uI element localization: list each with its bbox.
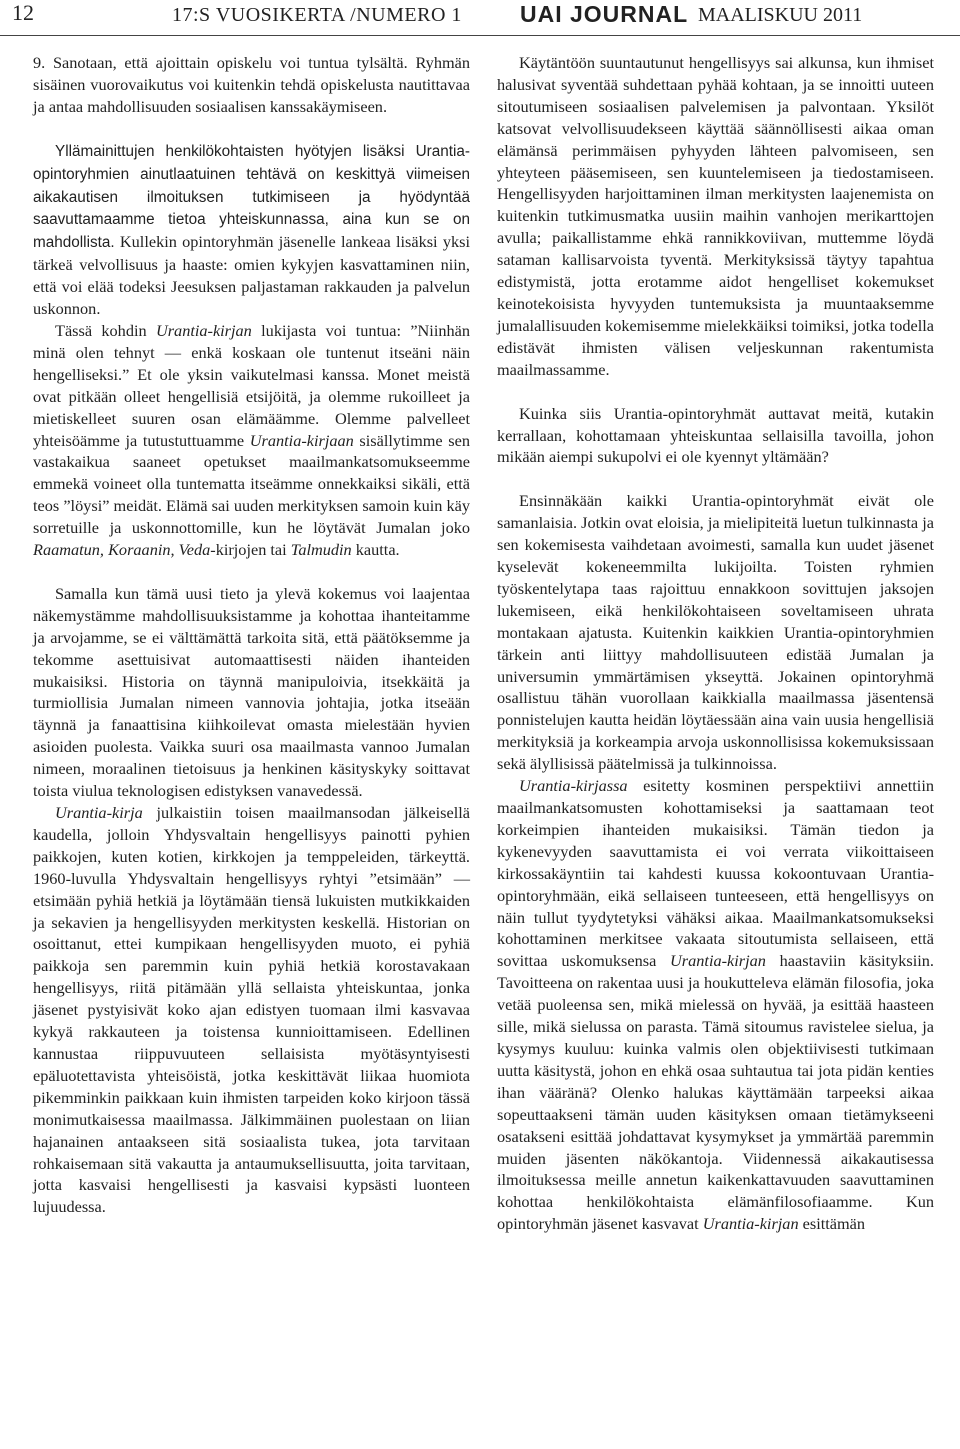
paragraph: Tässä kohdin Urantia-kirjan lukijasta voi tuntua: ”Niinhän minä olen tehnyt — enkä koskaan ole tuntenut itseäni näin hengelliseksi.” Et ole yksin vaikutelmasi kanssa. Monet meistä ovat pitkään olleet hengellisiä etsijöitä, ja olemme rukoilleet ja mietiskelleet suuren osan elämäämme. Olemme palvelleet yhteisöämme ja tutustuttuamme Urantia-kirjaan sisällytimme sen vastakaikua saaneet opetukset maailmankatsomukseemme emmekä voineet olla tuntematta itseämme onnekkaiksi sikäli, että teos ”löysi” meidät. Elämä sai uuden merkityksen samoin kuin käy sorretuille ja uskonnottomille, kun he löytävät Jumalan joko Raamatun, Koraanin, Veda-kirjojen tai Talmudin kautta.: [33, 320, 470, 560]
page-header: [0, 0, 960, 34]
paragraph: Kuinka siis Urantia-opintoryhmät auttavat meitä, kutakin kerrallaan, kohottamaan yhteiskuntaa sellaisilla tavoilla, johon mikään aiempi sukupolvi ei ole kyennyt yltämään?: [497, 403, 934, 467]
header-divider: [0, 35, 960, 36]
journal-title: UAI JOURNAL: [520, 1, 689, 27]
paragraph: Käytäntöön suuntautunut hengellisyys sai alkunsa, kun ihmiset halusivat syventää suhdettaan pyhää kohtaan, ja se innoitti uuteen sitoutumiseen sosiaalisen palvelemisen ja palvontaan. Yksilöt katsovat velvollisuudekseen käyttää säännöllisesti aikaa oman elämänsä perimmäisen pyhyyden lähteen palvomiseen, sen yhteyteen pääsemiseen, sen kuuntelemiseen ja tiedostamiseen. Hengellisyyden harjoittaminen ilman merkitysten laajenemista on kuitenkin tutkimusmatka uusiin maihin vanhojen merikarttojen avulla; paikallistamme ehkä rannikkoviivan, muttemme löydä sataman kallisarvoista tyventä. Merkityksissä täytyy tapahtua edistymistä, jotta erotamme aidot hengelliset kokemukset keinotekoisista hyvyyden tuntemuksista ja muuntaaksemme jumalallisuuden kokemisemme mielekkäiksi toimiksi, jotka todella edistävät ihmisten välisen veljeskunnan rakentumista maailmassamme.: [497, 53, 934, 379]
paragraph: Yllämainittujen henkilökohtaisten hyötyjen lisäksi Urantia-opintoryhmien ainutlaatuinen tehtävä on keskittyä viimeisen aikakautisen ilmoituksen tutkimiseen ja hyödyntää saavuttamaamme tietoa yhteiskunnassa, aina kun se on mahdollista. Kullekin opintoryhmän jäsenelle lankeaa lisäksi yksi tärkeä velvollisuus ja haaste: omien kykyjen kasvattaminen niin, että voi elää todeksi Jeesuksen paljastaman rakkauden ja palvelun uskonnon.: [33, 142, 470, 319]
right-column: [497, 52, 934, 1235]
paragraph: Urantia-kirjassa esitetty kosminen perspektiivi annettiin maailmankatsomusten kohottamiseksi ja saattamaan teot korkeimpien ihanteiden mukaisiksi. Tämän tiedon ja kykenevyyden saavuttamista ei voi verrata viikoittaiseen kirkossakäyntiin tai kahdesti kuussa kokoontuvaan Urantia-opintoryhmään, eikä sellaiseen tunteeseen, että hengellisyys on näin tullut tyydytetyksi vähäksi aikaa. Maailmankatsomukseksi kohottaminen merkitsee vakaata sitoutumista sellaiseen, että sovittaa uskomuksensa Urantia-kirjan haastaviin käsityksiin. Tavoitteena on rakentaa uusi ja houkutteleva elämän filosofia, joka vetää puoleensa sen, mikä mielessä on hyvää, ja esittää haasteen sille, mikä sielussa on parasta. Tämä sitoumus ravistelee sielua, ja kysymys kuuluu: kuinka valmis olen objektiivisesti tutkimaan uutta käsitystä, johon en ehkä osaa suhtautua tai jota pidän kenties ihan vääränä? Olenko halukas käyttämään tarpeeksi aikaa sopeuttaakseni tämän uuden käsityksen omaan tietämykseeni osatakseni esittää johdattavat kysymykset ja ymmärtää paremmin muiden jäsenten näkökantoja. Viidennessä aikakautisessa ilmoituksessa meille annetun kaikenkattavuuden saavuttaminen kohottaa henkilökohtaista elämänfilosofiaamme. Kun opintoryhmän jäsenet kasvavat Urantia-kirjan esittämän: [497, 776, 934, 1234]
paragraph: Urantia-kirja julkaistiin toisen maailmansodan jälkeisellä kaudella, jolloin Yhdysvaltain hengellisyys painotti pyhien paikkojen, kuten kotien, kirkkojen ja temppeleiden, tärkeyttä. 1960-luvulla Yhdysvaltain hengellisyys ryhtyi ”etsimään” — etsimään pyhiä hetkiä ja löytämään tiensä lukuisten mutkikkaiden ja sekavien ja hengellisyyden merkitysten keskellä. Historian on osoittanut, ettei kumpikaan hengellisyyden muoto, ei pyhiä paikkoja sen paremmin kuin pyhiä hetkiä korostavakaan hengellisyys, riitä pitämään yllä sellaista yhteiskuntaa, jonka jäsenet pystyisivät koko ajan edistyen tuomaan ilmi kasvavaa kykyä rakkauteen ja toistensa kunnioittamiseen. Edellinen kannustaa riippuvuuteen sellaisista myötäsyntyisesti epäluotettavista yhteisöistä, jotka keskittävät liikaa huomiota pikemminkin paikkaan kuin ihmisten tarpeiden koko kirjoon tässä monimutkaisessa maailmassa. Jälkimmäinen puolestaan on liian hajanainen antaakseen sitä sosiaalista tukea, jota tarvitaan rohkaisemaan sitä vakautta ja antaumuksellisuutta, joita tarvitaan, jotta kasvaisi hengellisesti ja kasvaisi kypsästi luonteen lujuudessa.: [33, 803, 470, 1217]
left-column: [33, 52, 470, 1218]
issue-label: 17:S VUOSIKERTA /NUMERO 1: [172, 4, 462, 26]
issue-date: MAALISKUU 2011: [698, 4, 863, 26]
paragraph: Ensinnäkään kaikki Urantia-opintoryhmät eivät ole samanlaisia. Jotkin ovat eloisia, ja mielipiteitä luetun tulkinnasta ja sen kokemisesta vaihdetaan avoimesti, samalla kun uudet jäsenet kyselevät kokeneemmilta lukijoilta. Toisten ryhmien työskentelytapa taas rajoittuu ennakkoon sovittujen jaksojen lukemiseen, eikä henkilökohtaiseen soveltamiseen uhrata montakaan ajatusta. Kuitenkin kaikkien Urantia-opintoryhmien tärkein anti liittyy mahdollisuuteen edistää Jumalan ja universumin ymmärtämisen ykseyttä. Jokainen opintoryhmä osallistuu tähän vuorollaan kaikkialla maailmassa jäsentensä ponnistelujen kautta heidän löytäessään aina vain uusia hengellisiä merkityksiä ja korkeampia arvoja uskonnollisissa kokemuksissaan sekä älyllisissä päätelmissä ja tulkinnoissa.: [497, 491, 934, 774]
page-number: 12: [12, 0, 34, 25]
paragraph: Samalla kun tämä uusi tieto ja ylevä kokemus voi laajentaa näkemystämme mahdollisuuksistamme ja kohottaa ihanteitamme ja arvojamme, se ei välttämättä tarkoita sitä, että päätöksemme ja tekomme asettuisivat automaattisesti näiden ihanteiden mukaisiksi. Historia on täynnä manipuloivia, itsekkäitä ja turmiollisia Jumalan nimeen vannovia johtajia, jotka itseään täynnä ja fanaattisina kiihkoilevat omasta mielestään hyvien asioiden puolesta. Vaikka suuri osa maailmasta vannoo Jumalan nimeen, moraalinen tietoisuus ja henkinen käsityskyky soittavat toista viulua teknologisen edistyksen vanavedessä.: [33, 583, 470, 801]
paragraph: 9. Sanotaan, että ajoittain opiskelu voi tuntua tylsältä. Ryhmän sisäinen vuorovaikutus voi kuitenkin tehdä opiskelusta nautittavaa ja antaa mahdollisuuden sosiaalisen kanssakäymiseen.: [33, 53, 470, 116]
